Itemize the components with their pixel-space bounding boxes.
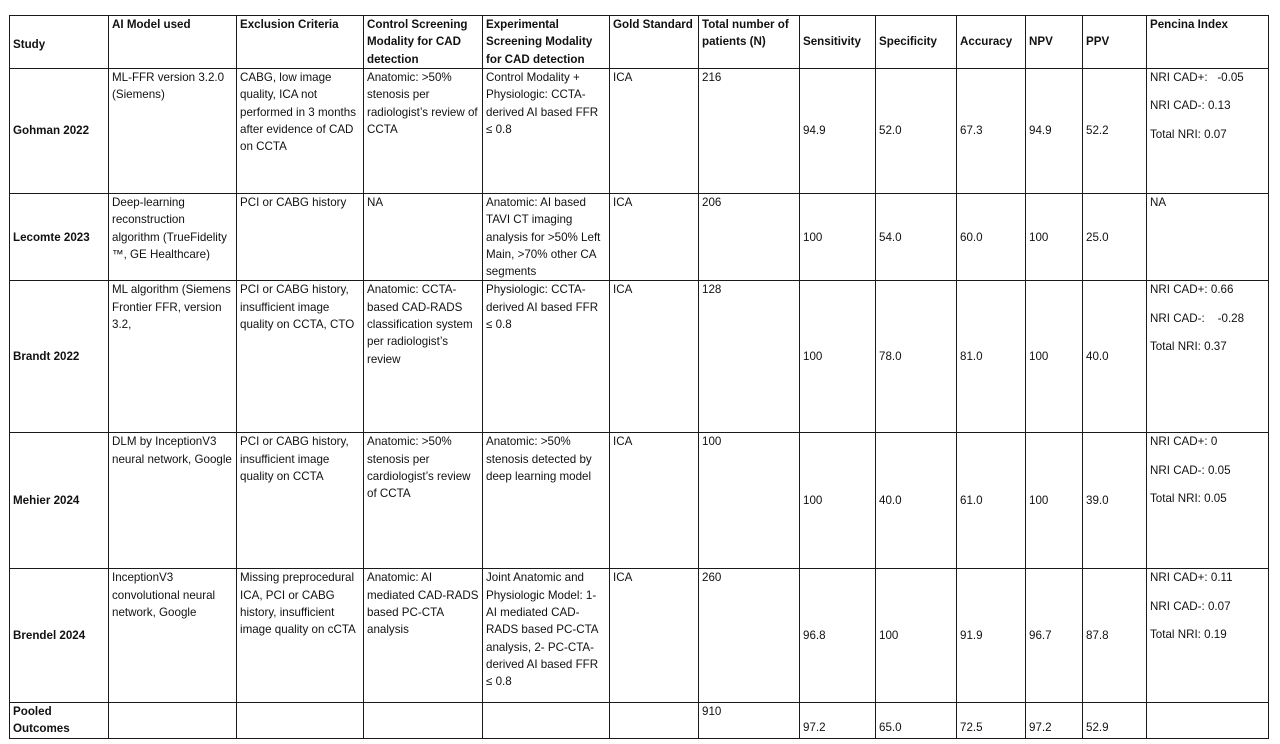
- table-row: [10, 194, 1269, 281]
- cell-sensitivity: 100: [800, 281, 876, 433]
- table-row: [10, 569, 1269, 703]
- cell-npv: 96.7: [1026, 569, 1083, 703]
- cell-control: Anatomic: CCTA-based CAD-RADS classification system per radiologist’s review: [364, 281, 483, 433]
- table-row: [10, 433, 1269, 569]
- cell-empty: [483, 703, 610, 739]
- cell-sensitivity: 96.8: [800, 569, 876, 703]
- header-ai-model: AI Model used: [109, 16, 237, 69]
- cell-ai-model: DLM by InceptionV3 neural network, Google: [109, 433, 237, 569]
- cell-experimental: Physiologic: CCTA-derived AI based FFR ≤ 0.8: [483, 281, 610, 433]
- cell-total-patients: 128: [699, 281, 800, 433]
- header-specificity: Specificity: [876, 16, 957, 69]
- cell-total-patients: 216: [699, 69, 800, 194]
- nri-total: Total NRI: 0.19: [1150, 628, 1227, 642]
- cell-accuracy-pooled: 72.5: [957, 703, 1026, 739]
- header-sensitivity: Sensitivity: [800, 16, 876, 69]
- header-experimental-modality: Experimental Screening Modality for CAD detection: [483, 16, 610, 69]
- study-comparison-table: [9, 15, 1269, 739]
- cell-study: Lecomte 2023: [10, 194, 109, 281]
- cell-total-patients: 260: [699, 569, 800, 703]
- nri-cad-positive: NRI CAD+: 0.11: [1150, 571, 1233, 585]
- cell-sensitivity: 94.9: [800, 69, 876, 194]
- cell-pencina: [1147, 569, 1269, 703]
- cell-gold-standard: ICA: [610, 433, 699, 569]
- header-exclusion-criteria: Exclusion Criteria: [237, 16, 364, 69]
- cell-specificity: 78.0: [876, 281, 957, 433]
- cell-specificity: 54.0: [876, 194, 957, 281]
- nri-cad-negative: NRI CAD-: -0.28: [1150, 311, 1245, 325]
- cell-empty: [364, 703, 483, 739]
- cell-ppv: 87.8: [1083, 569, 1147, 703]
- cell-specificity: 100: [876, 569, 957, 703]
- cell-npv: 100: [1026, 281, 1083, 433]
- cell-study: Brandt 2022: [10, 281, 109, 433]
- cell-exclusion: PCI or CABG history, insufficient image quality on CCTA: [237, 433, 364, 569]
- cell-ppv: 40.0: [1083, 281, 1147, 433]
- nri-cad-positive: NRI CAD+: 0.66: [1150, 283, 1234, 297]
- cell-control: Anatomic: AI mediated CAD-RADS based PC-CTA analysis: [364, 569, 483, 703]
- header-gold-standard: Gold Standard: [610, 16, 699, 69]
- cell-pencina: [1147, 69, 1269, 194]
- cell-gold-standard: ICA: [610, 194, 699, 281]
- cell-accuracy: 61.0: [957, 433, 1026, 569]
- cell-npv: 100: [1026, 433, 1083, 569]
- cell-sensitivity-pooled: 97.2: [800, 703, 876, 739]
- table-row: [10, 69, 1269, 194]
- cell-npv-pooled: 97.2: [1026, 703, 1083, 739]
- cell-pencina: [1147, 433, 1269, 569]
- cell-exclusion: PCI or CABG history, insufficient image quality on CCTA, CTO: [237, 281, 364, 433]
- cell-empty: [109, 703, 237, 739]
- cell-pencina: [1147, 281, 1269, 433]
- cell-control: Anatomic: >50% stenosis per radiologist’s review of CCTA: [364, 69, 483, 194]
- cell-ai-model: ML algorithm (Siemens Frontier FFR, version 3.2,: [109, 281, 237, 433]
- cell-gold-standard: ICA: [610, 281, 699, 433]
- cell-study: Gohman 2022: [10, 69, 109, 194]
- table-row: [10, 281, 1269, 433]
- header-accuracy: Accuracy: [957, 16, 1026, 69]
- header-pencina-index: Pencina Index: [1147, 16, 1269, 69]
- cell-npv: 94.9: [1026, 69, 1083, 194]
- cell-control: Anatomic: >50% stenosis per cardiologist’s review of CCTA: [364, 433, 483, 569]
- cell-ppv-pooled: 52.9: [1083, 703, 1147, 739]
- cell-accuracy: 67.3: [957, 69, 1026, 194]
- cell-exclusion: CABG, low image quality, ICA not performed in 3 months after evidence of CAD on CCTA: [237, 69, 364, 194]
- cell-ai-model: InceptionV3 convolutional neural network, Google: [109, 569, 237, 703]
- nri-total: Total NRI: 0.07: [1150, 127, 1227, 141]
- cell-specificity-pooled: 65.0: [876, 703, 957, 739]
- nri-total: Total NRI: 0.05: [1150, 492, 1227, 506]
- cell-gold-standard: ICA: [610, 69, 699, 194]
- cell-experimental: Control Modality + Physiologic: CCTA-derived AI based FFR ≤ 0.8: [483, 69, 610, 194]
- cell-npv: 100: [1026, 194, 1083, 281]
- cell-experimental: Anatomic: AI based TAVI CT imaging analysis for >50% Left Main, >70% other CA segments: [483, 194, 610, 281]
- header-npv: NPV: [1026, 16, 1083, 69]
- pooled-outcomes-row: [10, 703, 1269, 739]
- nri-cad-positive: NRI CAD+: -0.05: [1150, 71, 1244, 84]
- cell-ai-model: Deep-learning reconstruction algorithm (TrueFidelity ™, GE Healthcare): [109, 194, 237, 281]
- cell-empty: [610, 703, 699, 739]
- header-study: Study: [10, 16, 109, 69]
- table-header-row: [10, 16, 1269, 69]
- cell-study: Brendel 2024: [10, 569, 109, 703]
- nri-cad-positive: NRI CAD+: 0: [1150, 435, 1218, 449]
- nri-cad-negative: NRI CAD-: 0.13: [1150, 99, 1231, 113]
- cell-study: Mehier 2024: [10, 433, 109, 569]
- cell-sensitivity: 100: [800, 433, 876, 569]
- cell-ppv: 39.0: [1083, 433, 1147, 569]
- cell-exclusion: Missing preprocedural ICA, PCI or CABG history, insufficient image quality on cCTA: [237, 569, 364, 703]
- cell-gold-standard: ICA: [610, 569, 699, 703]
- cell-empty: [237, 703, 364, 739]
- cell-pencina: [1147, 194, 1269, 281]
- nri-cad-negative: NRI CAD-: 0.07: [1150, 599, 1231, 613]
- cell-ppv: 52.2: [1083, 69, 1147, 194]
- cell-experimental: Joint Anatomic and Physiologic Model: 1- AI mediated CAD-RADS based PC-CTA analysis, 2- PC-CTA-derived AI based FFR ≤ 0.8: [483, 569, 610, 703]
- pencina-na: NA: [1150, 196, 1167, 209]
- cell-accuracy: 81.0: [957, 281, 1026, 433]
- nri-cad-negative: NRI CAD-: 0.05: [1150, 463, 1231, 477]
- study-table-container: [9, 15, 1268, 739]
- cell-accuracy: 60.0: [957, 194, 1026, 281]
- cell-experimental: Anatomic: >50% stenosis detected by deep learning model: [483, 433, 610, 569]
- cell-ppv: 25.0: [1083, 194, 1147, 281]
- cell-total-patients: 206: [699, 194, 800, 281]
- cell-specificity: 40.0: [876, 433, 957, 569]
- cell-exclusion: PCI or CABG history: [237, 194, 364, 281]
- cell-accuracy: 91.9: [957, 569, 1026, 703]
- cell-empty: [1147, 703, 1269, 739]
- header-ppv: PPV: [1083, 16, 1147, 69]
- cell-study-pooled: Pooled Outcomes: [10, 703, 109, 739]
- cell-control: NA: [364, 194, 483, 281]
- cell-specificity: 52.0: [876, 69, 957, 194]
- cell-total-patients: 100: [699, 433, 800, 569]
- header-total-patients: Total number of patients (N): [699, 16, 800, 69]
- cell-total-patients-pooled: 910: [699, 703, 800, 739]
- cell-ai-model: ML-FFR version 3.2.0 (Siemens): [109, 69, 237, 194]
- nri-total: Total NRI: 0.37: [1150, 340, 1227, 354]
- header-control-modality: Control Screening Modality for CAD detection: [364, 16, 483, 69]
- cell-sensitivity: 100: [800, 194, 876, 281]
